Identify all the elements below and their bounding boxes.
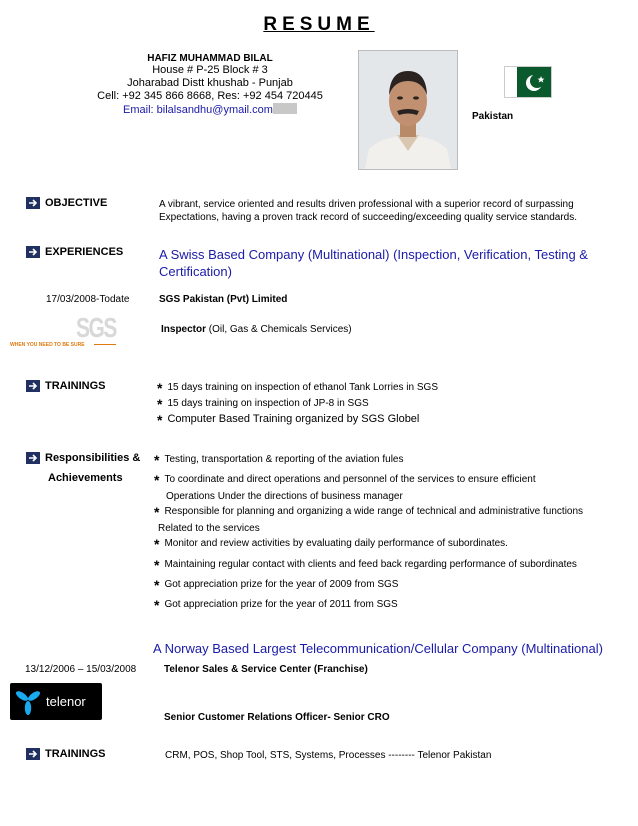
responsibility-text: To coordinate and direct operations and personnel of the services to ensure efficient <box>164 474 536 485</box>
telenor-role: Senior Customer Relations Officer- Senior CRO <box>164 712 390 723</box>
responsibility-text: Monitor and review activities by evaluating daily performance of subordinates. <box>164 538 508 549</box>
address-line-1: House # P-25 Block # 3 <box>152 64 268 76</box>
telenor-company-description: A Norway Based Largest Telecommunication/Cellular Company (Multinational) <box>153 641 603 656</box>
sgs-role-title: Inspector <box>161 324 207 335</box>
objective-heading-label: OBJECTIVE <box>45 197 108 209</box>
email-line <box>60 103 360 117</box>
responsibility-continuation: Operations Under the directions of business manager <box>166 491 403 502</box>
training-item-text: 15 days training on inspection of JP-8 in SGS <box>167 398 369 409</box>
asterisk-bullet-icon: * <box>154 557 160 573</box>
responsibility-text: Got appreciation prize for the year of 2009 from SGS <box>164 579 399 590</box>
sgs-logo <box>8 312 118 358</box>
sgs-logo-mark: SGS <box>76 312 116 343</box>
asterisk-bullet-icon: * <box>154 577 160 593</box>
responsibility-text: Got appreciation prize for the year of 2011 from SGS <box>164 599 398 610</box>
trainings-2-heading-label: TRAININGS <box>45 748 106 760</box>
address-line-2: Joharabad Distt khushab - Punjab <box>127 77 293 89</box>
redaction-box <box>273 103 297 114</box>
email-link[interactable]: Email: bilalsandhu@ymail.com <box>123 104 273 116</box>
responsibility-text: Maintaining regular contact with clients and feed back regarding performance of subordinates <box>164 559 577 570</box>
sgs-dates: 17/03/2008-Todate <box>46 294 130 305</box>
responsibility-item <box>154 557 577 573</box>
responsibilities-heading-label: Responsibilities & <box>45 452 141 464</box>
responsibility-item <box>154 577 398 593</box>
telenor-logo-text: telenor <box>46 694 86 709</box>
asterisk-bullet-icon: * <box>154 597 160 613</box>
country-label: Pakistan <box>472 111 514 122</box>
pakistan-flag-icon <box>504 66 552 98</box>
phone-line: Cell: +92 345 866 8668, Res: +92 454 720445 <box>97 90 323 102</box>
section-experiences-heading <box>26 246 123 258</box>
asterisk-bullet-icon: * <box>157 396 163 412</box>
training-item <box>157 380 438 396</box>
telenor-dates: 13/12/2006 – 15/03/2008 <box>25 664 137 675</box>
responsibility-item <box>154 597 398 613</box>
training-item-text: 15 days training on inspection of ethanol Tank Lorries in SGS <box>167 382 438 393</box>
experiences-heading-label: EXPERIENCES <box>45 246 124 258</box>
resume-title: RESUME <box>263 14 375 35</box>
telenor-propeller-icon <box>10 687 46 717</box>
responsibility-item <box>154 472 536 488</box>
training-item <box>157 396 369 412</box>
sgs-company-description-2: Certification) <box>159 264 232 279</box>
sgs-company-description-1: A Swiss Based Company (Multinational) (Inspection, Verification, Testing & <box>159 247 588 262</box>
asterisk-bullet-icon: * <box>154 452 160 468</box>
arrow-bullet-icon <box>26 748 40 760</box>
candidate-name: HAFIZ MUHAMMAD BILAL <box>147 53 273 64</box>
arrow-bullet-icon <box>26 452 40 464</box>
telenor-logo <box>10 683 102 720</box>
achievements-heading-label: Achievements <box>48 472 123 484</box>
arrow-bullet-icon <box>26 197 40 209</box>
telenor-trainings-text: CRM, POS, Shop Tool, STS, Systems, Processes -------- Telenor Pakistan <box>165 750 492 761</box>
section-responsibilities-heading <box>26 452 140 464</box>
training-item <box>157 412 419 428</box>
responsibility-item <box>154 504 583 520</box>
telenor-company-name: Telenor Sales & Service Center (Franchise) <box>164 664 368 675</box>
asterisk-bullet-icon: * <box>157 412 163 428</box>
arrow-bullet-icon <box>26 246 40 258</box>
trainings-heading-label: TRAININGS <box>45 380 106 392</box>
responsibility-item <box>154 452 403 468</box>
asterisk-bullet-icon: * <box>157 380 163 396</box>
responsibility-item <box>154 536 508 552</box>
sgs-company-name: SGS Pakistan (Pvt) Limited <box>159 294 288 305</box>
responsibility-text: Responsible for planning and organizing a wide range of technical and administrative functions <box>164 506 584 517</box>
profile-photo <box>358 50 458 170</box>
sgs-role <box>161 323 352 336</box>
arrow-bullet-icon <box>26 380 40 392</box>
objective-line-2: Expectations, having a proven track record of succeeding/exceeding quality service standards. <box>159 212 578 223</box>
section-trainings-heading <box>26 380 106 392</box>
section-objective-heading <box>26 197 107 209</box>
training-item-text: Computer Based Training organized by SGS Globel <box>167 413 420 425</box>
objective-line-1: A vibrant, service oriented and results driven professional with a superior record of surpassing <box>159 199 574 210</box>
responsibility-text: Testing, transportation & reporting of the aviation fules <box>164 454 404 465</box>
responsibility-continuation: Related to the services <box>158 523 260 534</box>
asterisk-bullet-icon: * <box>154 504 160 520</box>
asterisk-bullet-icon: * <box>154 536 160 552</box>
section-trainings-2-heading <box>26 748 106 760</box>
sgs-role-detail: (Oil, Gas & Chemicals Services) <box>206 324 352 335</box>
asterisk-bullet-icon: * <box>154 472 160 488</box>
sgs-logo-tagline: WHEN YOU NEED TO BE SURE <box>10 342 85 348</box>
